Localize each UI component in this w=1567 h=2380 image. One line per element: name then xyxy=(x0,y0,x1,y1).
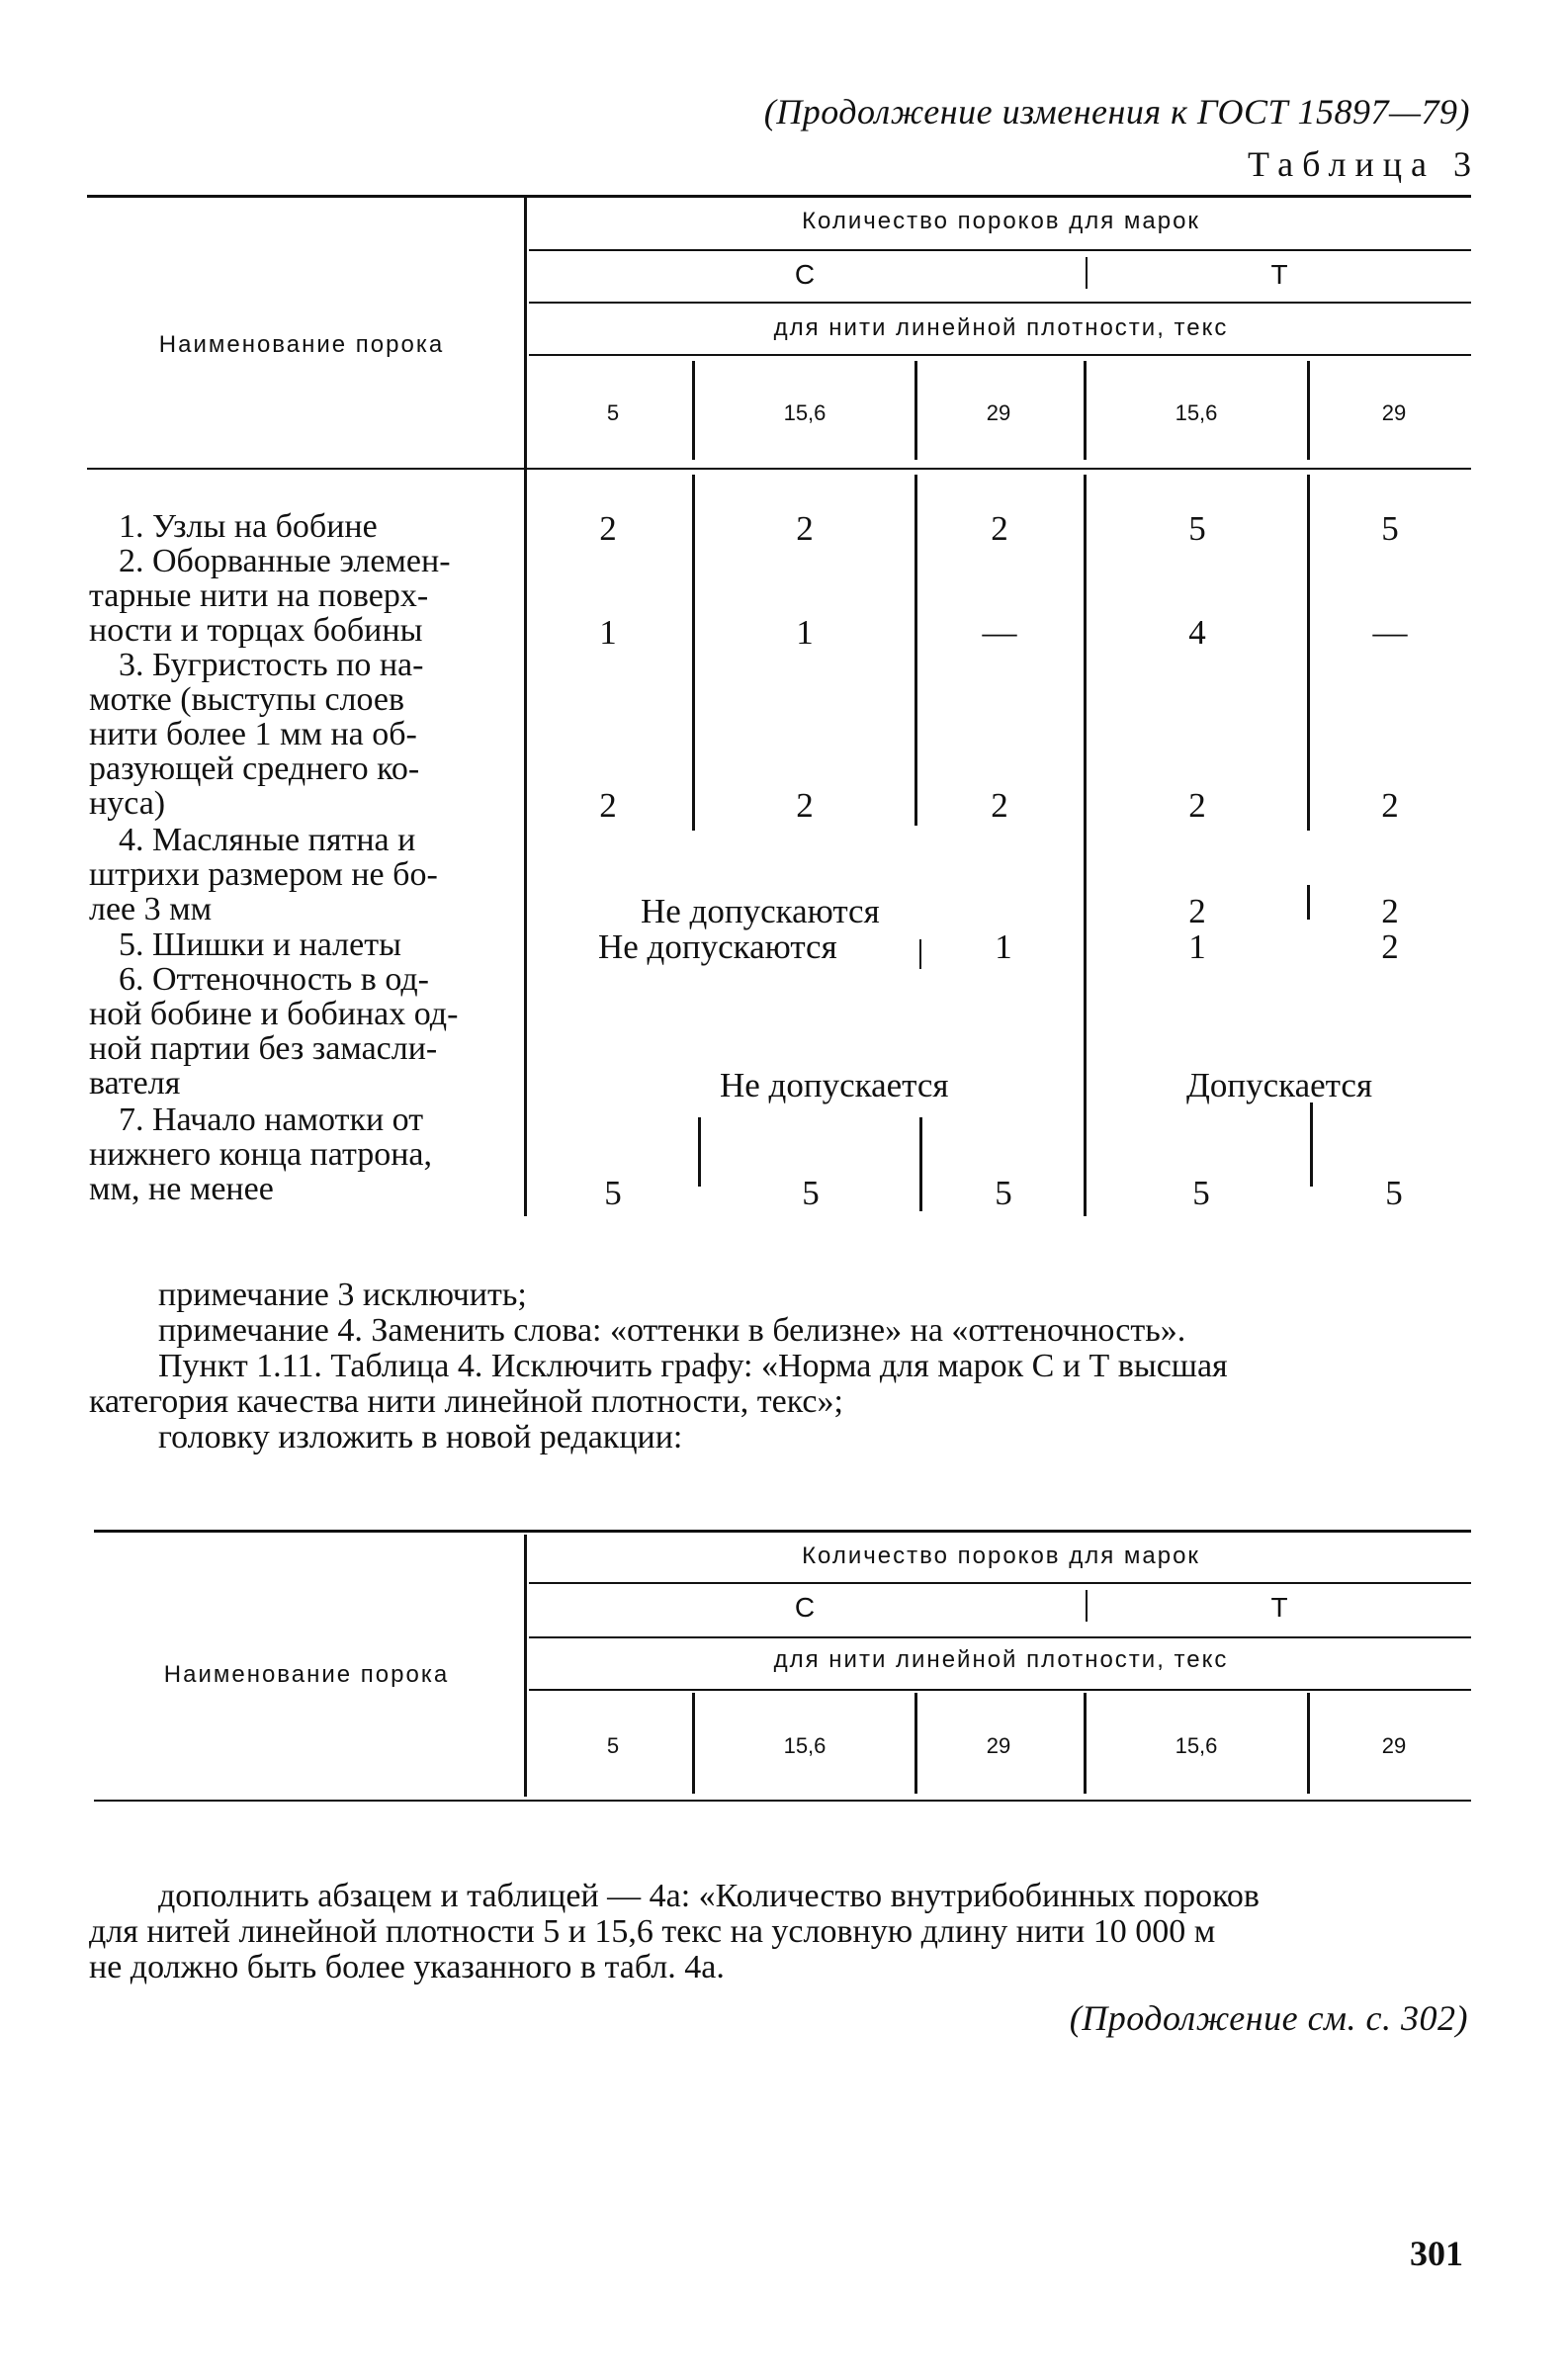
t3-row-7-val-2: 5 xyxy=(802,1174,820,1212)
t3-row-2-val-1: 1 xyxy=(599,613,617,652)
t3-defects-header: Количество пороков для марок xyxy=(802,208,1200,234)
t3-row-1-name: 1. Узлы на бобине xyxy=(119,508,378,545)
t3-row-3-val-1: 2 xyxy=(599,786,617,825)
t4-name-col-header: Наименование порока xyxy=(163,1661,450,1688)
t3-col-15-6-c: 15,6 xyxy=(783,400,827,425)
t3-row-4-merged-c: Не допускаются xyxy=(641,892,880,930)
t3-grade-c: С xyxy=(794,259,818,290)
t3-row-5-val-c-29: 1 xyxy=(995,927,1012,966)
t3-col-29-t: 29 xyxy=(1381,400,1407,425)
t3-row-4-val-t-2: 2 xyxy=(1381,892,1399,930)
t3-row-6-merged-c: Не допускается xyxy=(720,1066,949,1104)
t3-row-3-val-5: 2 xyxy=(1381,786,1399,825)
t3-row-1-val-3: 2 xyxy=(991,509,1008,548)
t3-col-15-6-t: 15,6 xyxy=(1175,400,1218,425)
t3-row-2-val-5: — xyxy=(1372,613,1408,652)
continuation-header: (Продолжение изменения к ГОСТ 15897—79) xyxy=(763,92,1470,132)
t4-col-29-c: 29 xyxy=(986,1733,1011,1758)
t3-row-3-val-3: 2 xyxy=(991,786,1008,825)
t3-name-col-header: Наименование порока xyxy=(158,331,445,358)
t3-row-3-val-2: 2 xyxy=(796,786,814,825)
t3-row-3-name: 3. Бугристость по на- мотке (выступы слоев нити более 1 мм на об- разующей среднего ко- нуса) xyxy=(89,647,424,822)
t3-row-5-val-t-1: 1 xyxy=(1188,927,1206,966)
t3-row-2-val-3: — xyxy=(982,613,1017,652)
t3-row-1-val-2: 2 xyxy=(796,509,814,548)
t3-row-2-val-4: 4 xyxy=(1188,613,1206,652)
t3-row-7-val-3: 5 xyxy=(995,1174,1012,1212)
t3-row-5-merged-c: Не допускаются xyxy=(598,927,837,966)
t3-row-6-merged-t: Допускается xyxy=(1186,1066,1373,1104)
t4-col-5: 5 xyxy=(606,1733,620,1758)
t4-col-15-6-t: 15,6 xyxy=(1175,1733,1218,1758)
page-number: 301 xyxy=(1410,2234,1463,2273)
t3-row-5-val-t-2: 2 xyxy=(1381,927,1399,966)
t3-density-header: для нити линейной плотности, текс xyxy=(773,314,1229,341)
t4-grade-c: С xyxy=(794,1592,818,1623)
t4-col-29-t: 29 xyxy=(1381,1733,1407,1758)
t3-row-6-name: 6. Оттеночность в од- ной бобине и бобинах од- ной партии без замасли- вателя xyxy=(89,961,459,1102)
t3-grade-t: Т xyxy=(1270,259,1290,290)
t3-row-2-val-2: 1 xyxy=(796,613,814,652)
t3-row-7-val-4: 5 xyxy=(1192,1174,1210,1212)
t3-row-7-val-5: 5 xyxy=(1385,1174,1403,1212)
t3-col-29-c: 29 xyxy=(986,400,1011,425)
table-3-label: Таблица 3 xyxy=(1248,144,1480,184)
t3-row-7-name: 7. Начало намотки от нижнего конца патрона, мм, не менее xyxy=(89,1102,433,1207)
t4-defects-header: Количество пороков для марок xyxy=(802,1543,1200,1569)
t4-grade-t: Т xyxy=(1270,1592,1290,1623)
t3-row-1-val-5: 5 xyxy=(1381,509,1399,548)
continued-note: (Продолжение см. с. 302) xyxy=(1069,1998,1468,2038)
t3-row-1-val-4: 5 xyxy=(1188,509,1206,548)
t3-row-7-val-1: 5 xyxy=(604,1174,622,1212)
notes-paragraph: примечание 3 исключить; примечание 4. Заменить слова: «оттенки в белизне» на «оттеночность». Пункт 1.11. Таблица 4. Исключить графу: «Норма для марок С и Т высшая категория качества нити линейной плотности, текс»; головку изложить в новой редакции: xyxy=(89,1277,1228,1455)
t3-col-5: 5 xyxy=(606,400,620,425)
t4-density-header: для нити линейной плотности, текс xyxy=(773,1646,1229,1673)
t3-row-1-val-1: 2 xyxy=(599,509,617,548)
t3-row-4-val-t-1: 2 xyxy=(1188,892,1206,930)
t3-row-3-val-4: 2 xyxy=(1188,786,1206,825)
t4-col-15-6-c: 15,6 xyxy=(783,1733,827,1758)
t3-row-4-name: 4. Масляные пятна и штрихи размером не бо- лее 3 мм xyxy=(89,822,438,927)
t3-row-2-name: 2. Оборванные элемен- тарные нити на поверх- ности и торцах бобины xyxy=(89,543,451,649)
t3-row-5-name: 5. Шишки и налеты xyxy=(119,926,401,963)
addendum-paragraph: дополнить абзацем и таблицей — 4а: «Количество внутрибобинных пороков для нитей линейной плотности 5 и 15,6 текс на условную длину нити 10 000 м не должно быть более указанного в табл. 4а. xyxy=(89,1878,1260,1985)
